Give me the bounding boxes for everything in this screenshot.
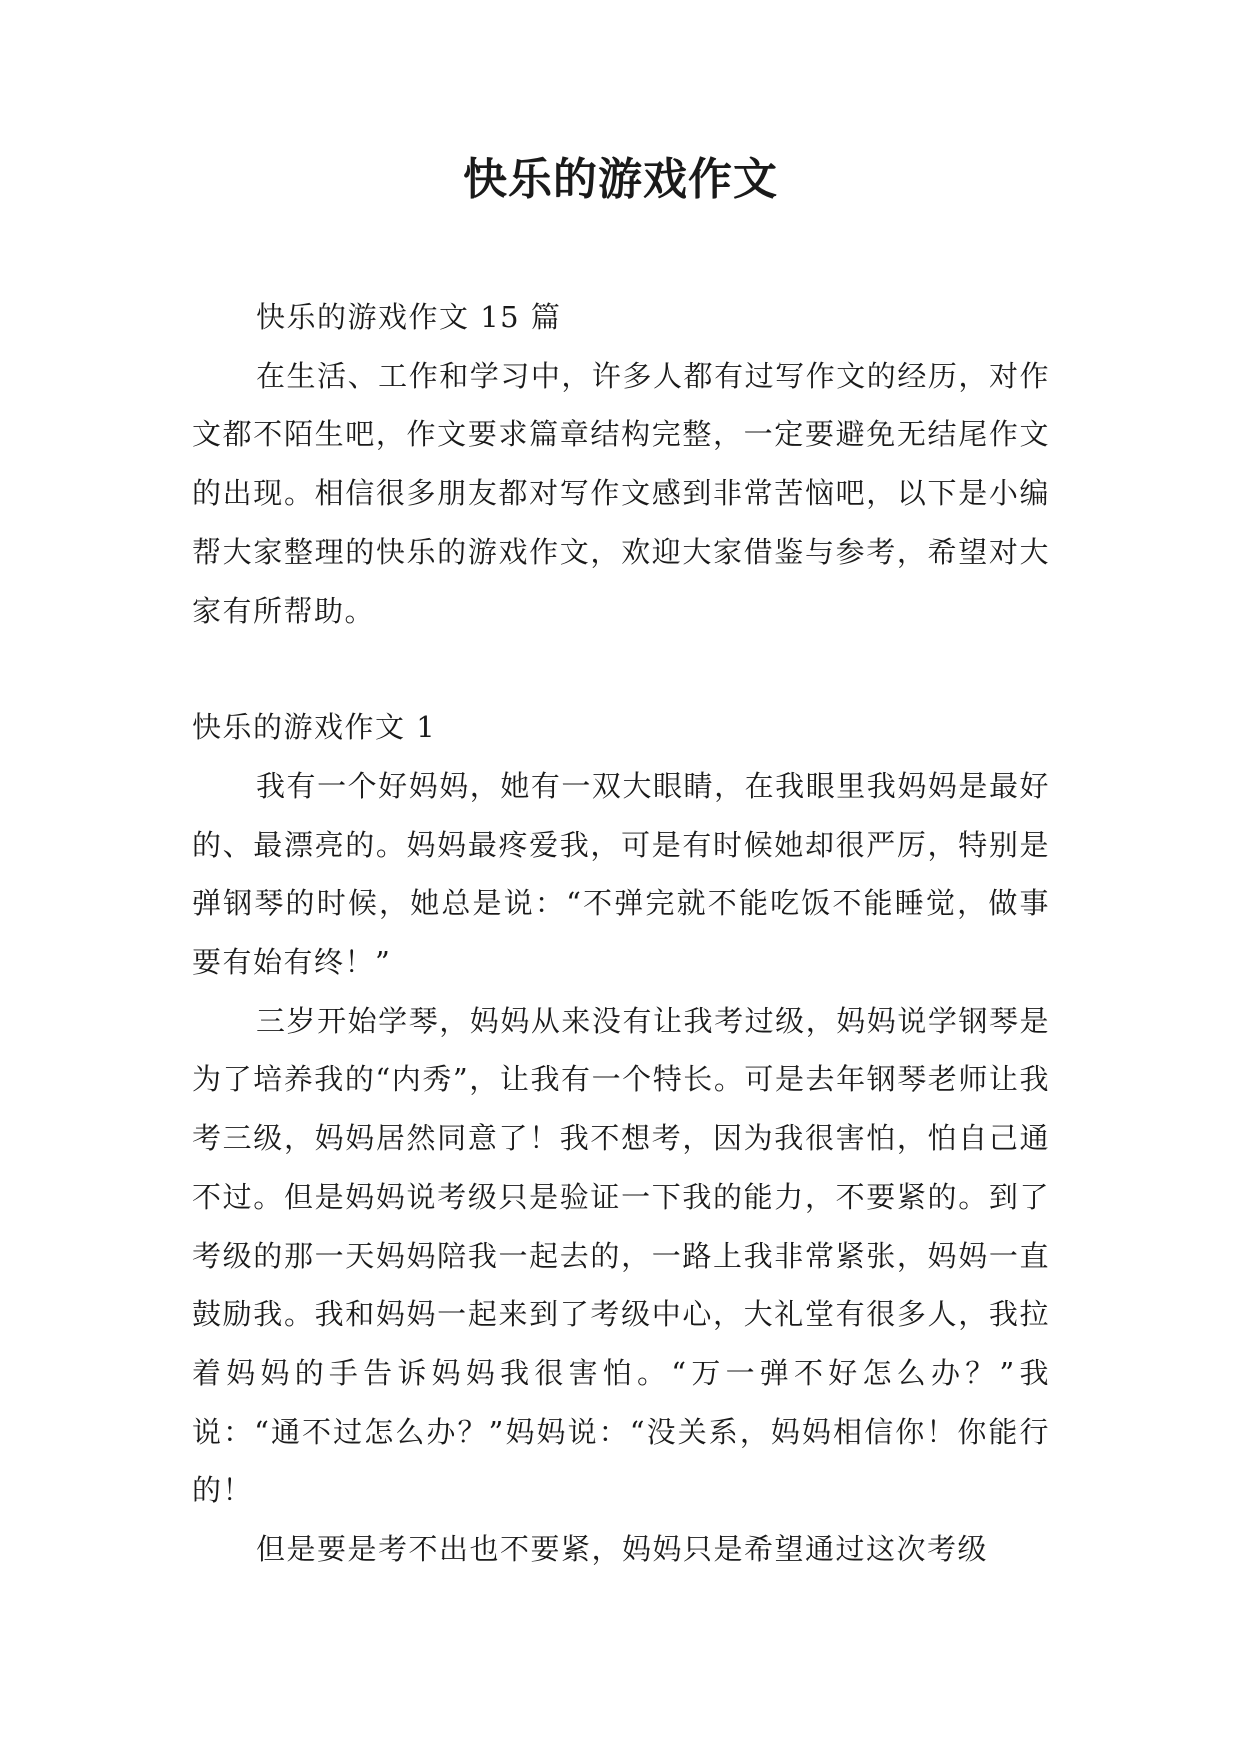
document-title: 快乐的游戏作文 xyxy=(463,154,778,205)
body-paragraph: 我有一个好妈妈，她有一双大眼睛，在我眼里我妈妈是最好的、最漂亮的。妈妈最疼爱我，可是有时候她却很严厉，特别是弹钢琴的时候，她总是说：“不弹完就不能吃饭不能睡觉，做事要有始有终！” xyxy=(192,768,1050,980)
body-paragraph: 三岁开始学琴，妈妈从来没有让我考过级，妈妈说学钢琴是为了培养我的“内秀”，让我有一个特长。可是去年钢琴老师让我考三级，妈妈居然同意了！我不想考，因为我很害怕，怕自己通不过。但是妈妈说考级只是验证一下我的能力，不要紧的。到了考级的那一天妈妈陪我一起去的，一路上我非常紧张，妈妈一直鼓励我。我和妈妈一起来到了考级中心，大礼堂有很多人，我拉着妈妈的手告诉妈妈我很害怕。“万一弹不好怎么办？”我说：“通不过怎么办？”妈妈说：“没关系，妈妈相信你！你能行的！ xyxy=(192,1003,1050,1508)
document-subtitle: 快乐的游戏作文 15 篇 xyxy=(256,300,562,334)
body-paragraph: 但是要是考不出也不要紧，妈妈只是希望通过这次考级 xyxy=(256,1532,989,1567)
section-heading: 快乐的游戏作文 1 xyxy=(192,710,437,745)
intro-paragraph: 在生活、工作和学习中，许多人都有过写作文的经历，对作文都不陌生吧，作文要求篇章结构完整，一定要避免无结尾作文的出现。相信很多朋友都对写作文感到非常苦恼吧，以下是小编帮大家整理的快乐的游戏作文，欢迎大家借鉴与参考，希望对大家有所帮助。 xyxy=(192,358,1050,628)
document-body xyxy=(192,288,1050,1579)
